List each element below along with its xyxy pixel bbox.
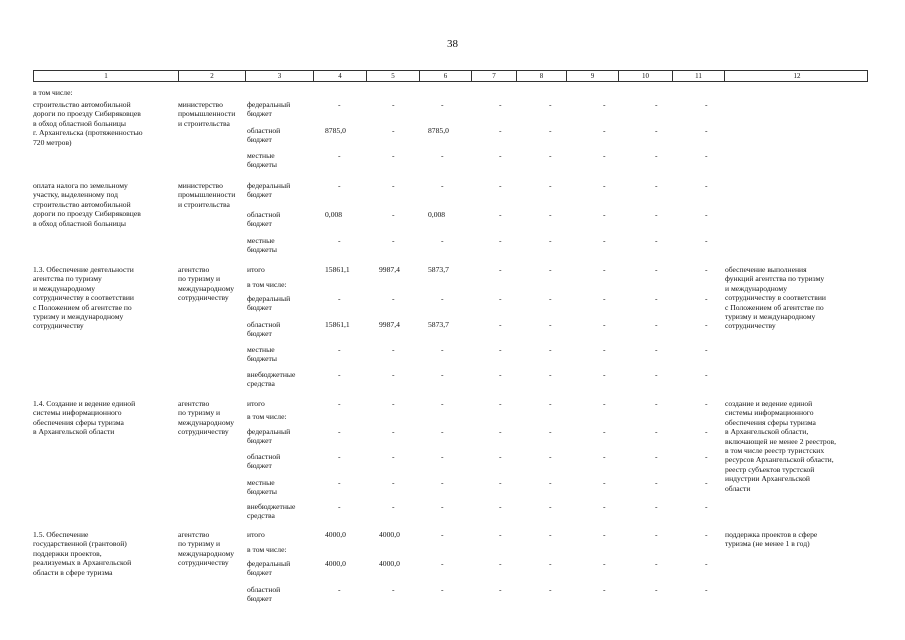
value-cell: 4000,0	[379, 559, 400, 568]
value-cell: -	[392, 478, 395, 487]
value-cell: -	[499, 126, 502, 135]
value-cell: -	[392, 370, 395, 379]
value-cell: -	[705, 126, 708, 135]
expected-result: обеспечение выполнения функций агентства по туризму и международному сотрудничеству в соответствии с Положением об агентстве по туризму и международному сотрудничеству	[725, 265, 826, 331]
value-cell: -	[655, 427, 658, 436]
value-cell: -	[392, 427, 395, 436]
value-cell: -	[549, 126, 552, 135]
executor: агентство по туризму и международному сотрудничеству	[178, 265, 235, 303]
value-cell: -	[603, 236, 606, 245]
value-cell: -	[338, 427, 341, 436]
value-cell: -	[441, 502, 444, 511]
executor: министерство промышленности и строительства	[178, 100, 236, 128]
value-cell: -	[655, 502, 658, 511]
value-cell: -	[655, 345, 658, 354]
value-cell: -	[392, 399, 395, 408]
funding-source: областной бюджет	[247, 126, 281, 145]
value-cell: -	[655, 399, 658, 408]
value-cell: -	[705, 181, 708, 190]
value-cell: -	[441, 151, 444, 160]
value-cell: -	[441, 559, 444, 568]
funding-source: федеральный бюджет	[247, 427, 291, 446]
value-cell: -	[655, 210, 658, 219]
value-cell: -	[338, 294, 341, 303]
value-cell: -	[655, 478, 658, 487]
value-cell: 4000,0	[325, 530, 346, 539]
value-cell: -	[705, 345, 708, 354]
funding-source: областной бюджет	[247, 210, 281, 229]
value-cell: -	[549, 502, 552, 511]
value-cell: -	[655, 559, 658, 568]
value-cell: -	[338, 370, 341, 379]
header-cell-1: 1	[104, 72, 108, 80]
value-cell: -	[441, 399, 444, 408]
funding-source: федеральный бюджет	[247, 100, 291, 119]
value-cell: 5873,7	[428, 265, 449, 274]
value-cell: -	[655, 294, 658, 303]
value-cell: -	[499, 100, 502, 109]
value-cell: -	[499, 320, 502, 329]
funding-source: итого	[247, 399, 265, 408]
value-cell: -	[655, 452, 658, 461]
value-cell: -	[705, 478, 708, 487]
value-cell: 4000,0	[379, 530, 400, 539]
value-cell: -	[392, 210, 395, 219]
value-cell: -	[441, 452, 444, 461]
value-cell: -	[603, 126, 606, 135]
value-cell: -	[549, 210, 552, 219]
value-cell: -	[549, 427, 552, 436]
value-cell: 15861,1	[325, 320, 350, 329]
value-cell: -	[705, 399, 708, 408]
value-cell: -	[338, 345, 341, 354]
value-cell: -	[549, 530, 552, 539]
value-cell: -	[655, 370, 658, 379]
value-cell: -	[705, 370, 708, 379]
value-cell: -	[499, 399, 502, 408]
funding-source: местные бюджеты	[247, 478, 277, 497]
header-cell-4: 4	[313, 71, 366, 81]
value-cell: 4000,0	[325, 559, 346, 568]
value-cell: 5873,7	[428, 320, 449, 329]
funding-source: федеральный бюджет	[247, 181, 291, 200]
value-cell: -	[603, 452, 606, 461]
funding-source: в том числе:	[247, 545, 287, 554]
value-cell: 0,008	[325, 210, 343, 219]
funding-source: в том числе:	[247, 280, 287, 289]
value-cell: -	[549, 585, 552, 594]
page-number: 38	[447, 38, 458, 50]
value-cell: -	[338, 502, 341, 511]
value-cell: -	[705, 151, 708, 160]
value-cell: -	[705, 452, 708, 461]
value-cell: -	[441, 370, 444, 379]
header-cell-11: 11	[672, 71, 724, 81]
header-cell-7: 7	[471, 71, 516, 81]
value-cell: -	[392, 452, 395, 461]
value-cell: -	[603, 265, 606, 274]
value-cell: -	[705, 100, 708, 109]
value-cell: -	[499, 502, 502, 511]
value-cell: -	[392, 585, 395, 594]
value-cell: -	[338, 181, 341, 190]
value-cell: -	[338, 452, 341, 461]
value-cell: -	[705, 294, 708, 303]
value-cell: -	[338, 585, 341, 594]
value-cell: -	[705, 559, 708, 568]
value-cell: -	[441, 427, 444, 436]
header-cell-10: 10	[618, 71, 672, 81]
value-cell: -	[705, 585, 708, 594]
value-cell: -	[549, 294, 552, 303]
value-cell: -	[705, 210, 708, 219]
value-cell: -	[441, 294, 444, 303]
funding-source: федеральный бюджет	[247, 559, 291, 578]
value-cell: -	[655, 320, 658, 329]
value-cell: -	[655, 100, 658, 109]
header-cell-3: 3	[245, 71, 313, 81]
value-cell: -	[705, 530, 708, 539]
funding-source: местные бюджеты	[247, 151, 277, 170]
value-cell: -	[499, 151, 502, 160]
funding-source: внебюджетные средства	[247, 502, 296, 521]
funding-source: местные бюджеты	[247, 345, 277, 364]
header-cell-2: 2	[178, 71, 245, 81]
measure-description: строительство автомобильной дороги по проезду Сибиряковцев в обход областной больницы г. Архангельска (протяженностью 720 метров)	[33, 100, 143, 147]
value-cell: -	[441, 181, 444, 190]
value-cell: -	[338, 151, 341, 160]
value-cell: -	[655, 151, 658, 160]
value-cell: -	[392, 294, 395, 303]
value-cell: -	[338, 399, 341, 408]
value-cell: -	[603, 585, 606, 594]
funding-source: итого	[247, 265, 265, 274]
value-cell: -	[655, 126, 658, 135]
executor: министерство промышленности и строительства	[178, 181, 236, 209]
executor: агентство по туризму и международному сотрудничеству	[178, 399, 235, 437]
value-cell: -	[603, 399, 606, 408]
value-cell: -	[705, 265, 708, 274]
measure-description: 1.4. Создание и ведение единой системы информационного обеспечения сферы туризма в Архангельской области	[33, 399, 136, 437]
value-cell: -	[549, 181, 552, 190]
value-cell: -	[338, 478, 341, 487]
value-cell: -	[392, 126, 395, 135]
expected-result: создание и ведение единой системы информационного обеспечения сферы туризма в Архангельской области, включающей не менее 2 реестров, в том числе реестр туристских ресурсов Архангельской области, реестр субъектов турстской индустрии Архангельской области	[725, 399, 836, 493]
value-cell: -	[705, 502, 708, 511]
funding-source: областной бюджет	[247, 320, 281, 339]
value-cell: -	[499, 236, 502, 245]
funding-source: местные бюджеты	[247, 236, 277, 255]
value-cell: -	[441, 530, 444, 539]
value-cell: -	[549, 478, 552, 487]
value-cell: -	[441, 100, 444, 109]
value-cell: -	[392, 345, 395, 354]
value-cell: -	[603, 345, 606, 354]
value-cell: -	[655, 530, 658, 539]
value-cell: -	[603, 427, 606, 436]
value-cell: -	[549, 151, 552, 160]
value-cell: -	[603, 320, 606, 329]
header-cell-12: 12	[724, 71, 869, 81]
measure-description: оплата налога по земельному участку, выделенному под строительство автомобильной дороги по проезду Сибиряковцев в обход областной больницы	[33, 181, 141, 228]
value-cell: -	[499, 265, 502, 274]
value-cell: -	[603, 294, 606, 303]
value-cell: -	[441, 236, 444, 245]
table-header	[33, 70, 868, 82]
value-cell: -	[499, 478, 502, 487]
value-cell: 8785,0	[325, 126, 346, 135]
value-cell: -	[441, 478, 444, 487]
expected-result: поддержка проектов в сфере туризма (не менее 1 в год)	[725, 530, 818, 549]
value-cell: -	[392, 181, 395, 190]
funding-source: областной бюджет	[247, 585, 281, 604]
value-cell: -	[392, 236, 395, 245]
value-cell: -	[338, 236, 341, 245]
intro-text: в том числе:	[33, 88, 73, 97]
value-cell: -	[549, 236, 552, 245]
value-cell: -	[499, 294, 502, 303]
funding-source: внебюджетные средства	[247, 370, 296, 389]
executor: агентство по туризму и международному сотрудничеству	[178, 530, 235, 568]
value-cell: -	[392, 151, 395, 160]
value-cell: -	[603, 478, 606, 487]
value-cell: -	[549, 559, 552, 568]
value-cell: -	[655, 181, 658, 190]
value-cell: -	[549, 265, 552, 274]
value-cell: -	[499, 530, 502, 539]
value-cell: -	[603, 502, 606, 511]
value-cell: 0,008	[428, 210, 446, 219]
measure-description: 1.5. Обеспечение государственной (грантовой) поддержки проектов, реализуемых в Архангельской области в сфере туризма	[33, 530, 132, 577]
value-cell: 15861,1	[325, 265, 350, 274]
value-cell: -	[603, 559, 606, 568]
value-cell: -	[392, 502, 395, 511]
value-cell: -	[549, 399, 552, 408]
value-cell: 9987,4	[379, 320, 400, 329]
funding-source: федеральный бюджет	[247, 294, 291, 313]
funding-source: областной бюджет	[247, 452, 281, 471]
funding-source: в том числе:	[247, 412, 287, 421]
value-cell: -	[549, 320, 552, 329]
value-cell: 9987,4	[379, 265, 400, 274]
value-cell: -	[499, 345, 502, 354]
value-cell: -	[603, 210, 606, 219]
value-cell: -	[441, 585, 444, 594]
value-cell: -	[499, 585, 502, 594]
value-cell: -	[392, 100, 395, 109]
value-cell: -	[338, 100, 341, 109]
value-cell: -	[705, 320, 708, 329]
header-cell-8: 8	[516, 71, 566, 81]
value-cell: 8785,0	[428, 126, 449, 135]
header-cell-9: 9	[566, 71, 618, 81]
value-cell: -	[549, 345, 552, 354]
header-cell-5: 5	[366, 71, 419, 81]
value-cell: -	[499, 370, 502, 379]
value-cell: -	[549, 100, 552, 109]
header-cell-6: 6	[419, 71, 471, 81]
value-cell: -	[499, 559, 502, 568]
value-cell: -	[603, 370, 606, 379]
value-cell: -	[603, 151, 606, 160]
value-cell: -	[655, 265, 658, 274]
value-cell: -	[499, 452, 502, 461]
value-cell: -	[441, 345, 444, 354]
funding-source: итого	[247, 530, 265, 539]
value-cell: -	[705, 236, 708, 245]
value-cell: -	[603, 100, 606, 109]
measure-description: 1.3. Обеспечение деятельности агентства по туризму и международному сотрудничеству в соответствии с Положением об агентстве по туризму и международному сотрудничеству	[33, 265, 134, 331]
value-cell: -	[499, 210, 502, 219]
value-cell: -	[705, 427, 708, 436]
value-cell: -	[655, 236, 658, 245]
value-cell: -	[603, 530, 606, 539]
value-cell: -	[549, 370, 552, 379]
value-cell: -	[655, 585, 658, 594]
value-cell: -	[603, 181, 606, 190]
value-cell: -	[549, 452, 552, 461]
value-cell: -	[499, 181, 502, 190]
value-cell: -	[499, 427, 502, 436]
